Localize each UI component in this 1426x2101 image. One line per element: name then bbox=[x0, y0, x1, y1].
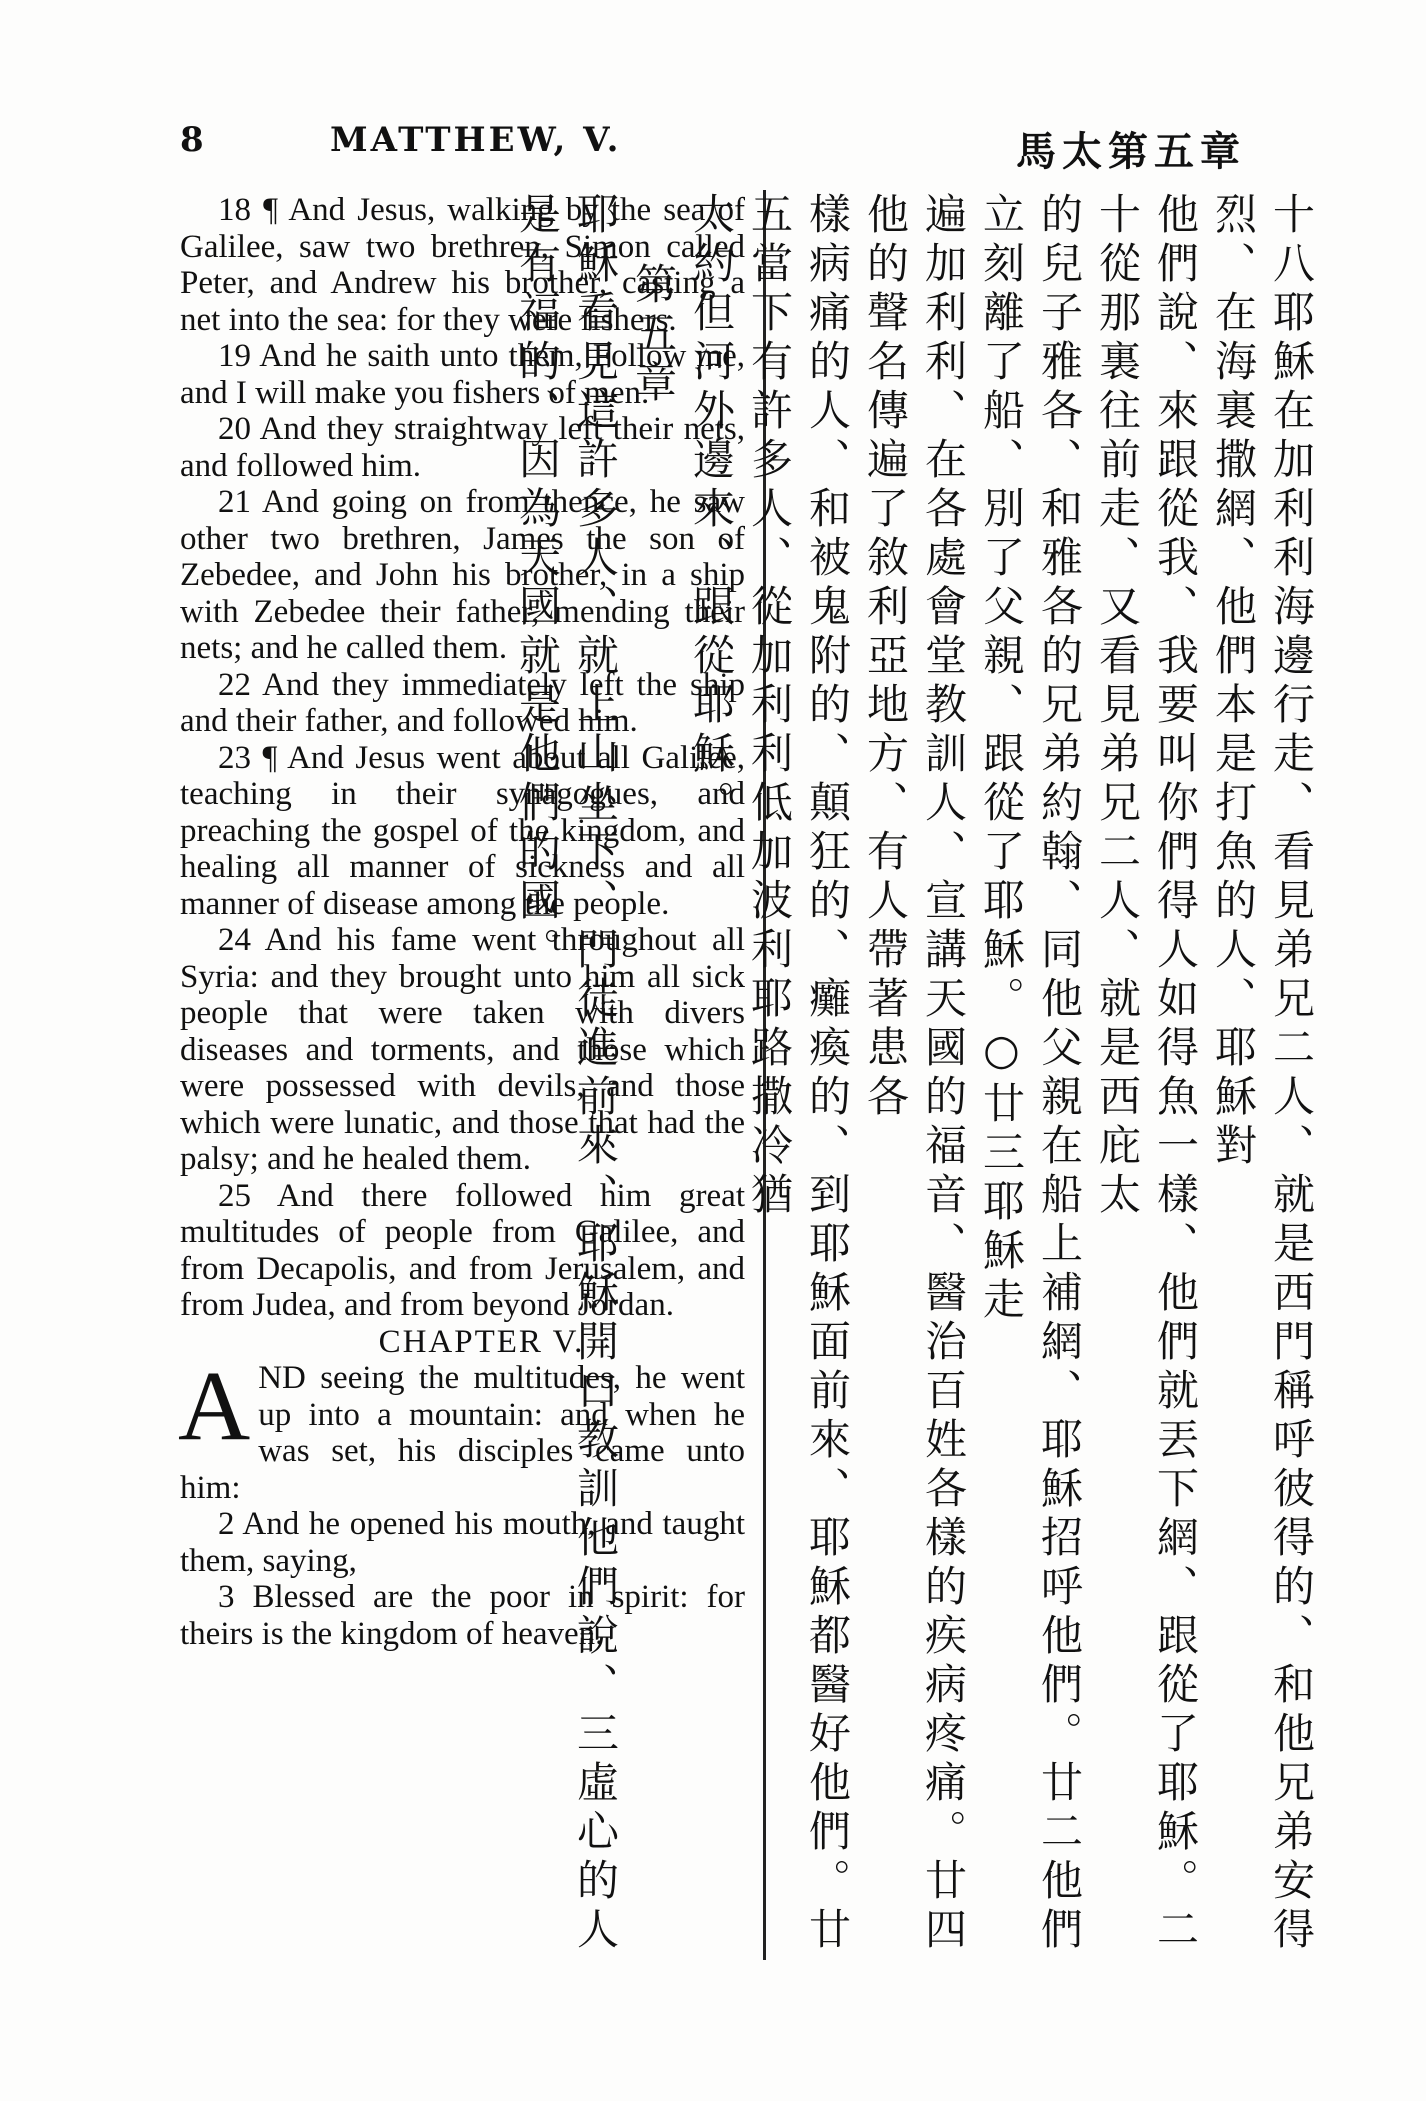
running-title: MATTHEW, V. bbox=[330, 120, 622, 160]
chinese-line-6: 太約但河外邊來、跟從耶穌。 bbox=[687, 192, 736, 829]
page-number: 8 bbox=[180, 120, 205, 160]
chinese-running-title: 馬太第五章 bbox=[1016, 128, 1246, 175]
chinese-line-4: 遍加利利、在各處會堂教訓人、宣講天國的福音、醫治百姓各樣的疾病疼痛。廿四他的聲名傳遍了敘利亞地方、有人帶著患各 bbox=[861, 192, 968, 1956]
chinese-line-2: 他們說、來跟從我、我要叫你們得人如得魚一樣、他們就丟下網、跟從了耶穌。二十從那裏往前走、又看見弟兄二人、就是西庇太 bbox=[1093, 192, 1200, 1956]
chinese-line-3: 的兒子雅各、和雅各的兄弟約翰、同他父親在船上補網、耶穌招呼他們。廿二他們立刻離了船、別了父親、跟從了耶穌。○廿三耶穌走 bbox=[977, 192, 1084, 1956]
chinese-chapter-line-1: 耶穌看見這許多人、就上山坐下、門徒進前來、耶穌開口教訓他們說、三虛心的人是有福的、因為天國就是他們的國。 bbox=[513, 192, 620, 1956]
chinese-line-1: 十八耶穌在加利利海邊行走、看見弟兄二人、就是西門稱呼彼得的、和他兄弟安得烈、在海裏撒網、他們本是打魚的人、耶穌對 bbox=[1209, 192, 1316, 1956]
verse-21: 21 And going on from thence, he saw other two brethren, James the son of Zebedee, and John his brother, in a ship with Zebedee their father, mending their nets; and he called them. bbox=[180, 484, 745, 666]
chinese-column bbox=[513, 192, 1320, 1962]
verse-18: 18 ¶ And Jesus, walking by the sea of Galilee, saw two brethren, Simon called Peter, and Andrew his brother, casting a net into the sea: for they were fishers. bbox=[180, 192, 745, 338]
verse-19: 19 And he saith unto them, Follow me, and I will make you fishers of men. bbox=[180, 338, 745, 411]
chapter-heading: CHAPTER V. bbox=[378, 1323, 585, 1360]
verse-25: 25 And there followed him great multitudes of people from Galilee, and from Decapolis, and from Jerusalem, and from Judea, and from beyond Jordan. bbox=[180, 1177, 745, 1323]
verse-23: 23 ¶ And Jesus went about all Galilee, teaching in their synagogues, and preaching the gospel of the kingdom, and healing all manner of sickness and all manner of disease among the people. bbox=[180, 739, 745, 922]
chinese-chapter-heading: 第五章 bbox=[629, 262, 678, 409]
chapter-verse-3: 3 Blessed are the poor in spirit: for theirs is the kingdom of heaven. bbox=[180, 1579, 745, 1652]
verse-24: 24 And his fame went throughout all Syria: and they brought unto him all sick people that were taken with divers diseases and torments, and those which were possessed with devils, and those which were lunatic, and those that had the palsy; and he healed them. bbox=[180, 922, 745, 1177]
chapter-verse-2: 2 And he opened his mouth, and taught them, saying, bbox=[180, 1506, 745, 1579]
chinese-line-5: 樣病痛的人、和被鬼附的、顛狂的、癱瘓的、到耶穌面前來、耶穌都醫好他們。廿五當下有許多人、從加利利低加波利耶路撒冷猶 bbox=[745, 192, 852, 1956]
chapter-verse-1-text: ND seeing the multitudes, he went up into a mountain: and when he was set, his disciples came unto him: bbox=[180, 1360, 745, 1506]
drop-cap: A bbox=[178, 1350, 251, 1461]
verse-20: 20 And they straightway left their nets, and followed him. bbox=[180, 411, 745, 484]
verse-22: 22 And they immediately left the ship and their father, and followed him. bbox=[180, 666, 745, 739]
